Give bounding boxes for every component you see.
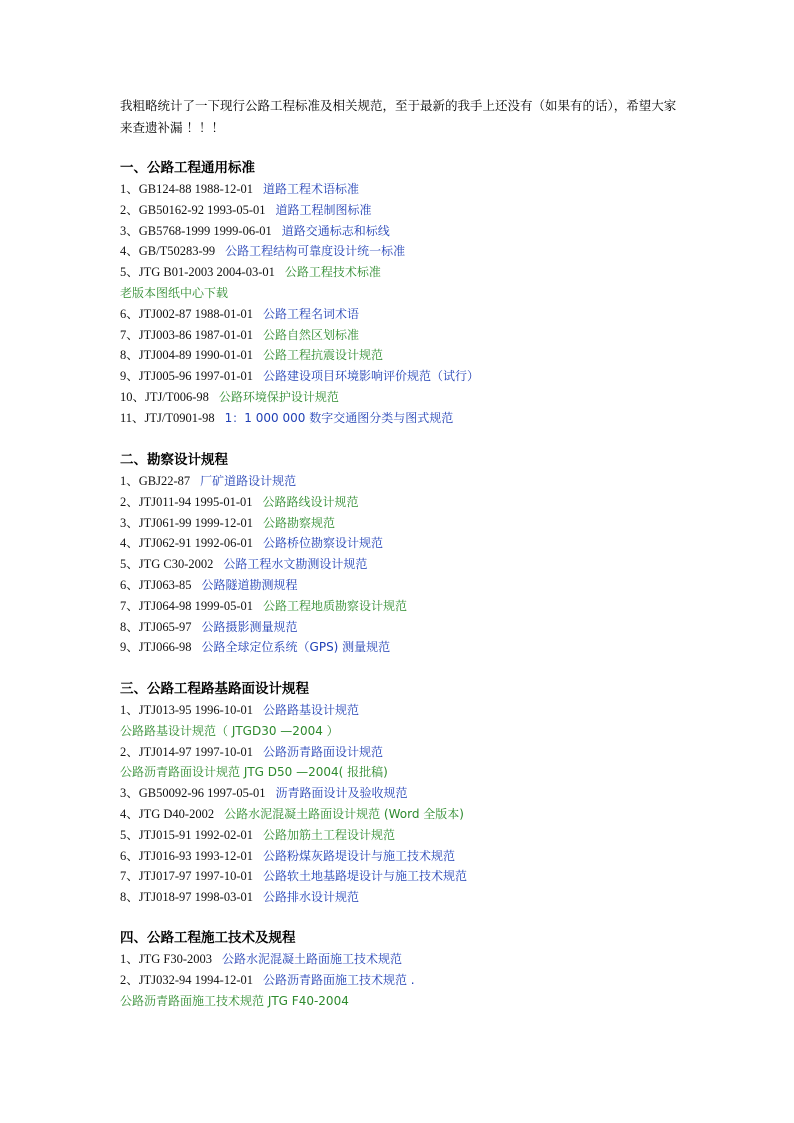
standard-code: 1、JTJ013-95 1996-10-01 bbox=[120, 703, 253, 717]
standard-code: 7、JTJ003-86 1987-01-01 bbox=[120, 327, 253, 342]
standard-title-link[interactable]: 公路工程抗震设计规范 bbox=[262, 348, 383, 363]
list-item bbox=[120, 241, 479, 262]
intro-paragraph: 我粗略统计了一下现行公路工程标准及相关规范，至于最新的我手上还没有（如果有的话），希望大家来查遗补漏 ！！！ bbox=[120, 98, 677, 135]
list-item bbox=[120, 554, 407, 575]
section-subgrade-pavement-design bbox=[120, 678, 467, 908]
standard-title-link[interactable]: 公路路基设计规范（ JTGD30 —2004 ） bbox=[120, 723, 339, 738]
list-item bbox=[120, 637, 407, 658]
list-item bbox=[120, 345, 479, 366]
standard-code: 3、GB50092-96 1997-05-01 bbox=[120, 786, 266, 801]
standard-title-link[interactable]: 公路工程水文勘测设计规范 bbox=[223, 557, 368, 572]
standard-title-link[interactable]: 公路水泥混凝土路面施工技术规范 bbox=[222, 952, 403, 966]
standard-title-link[interactable]: 道路工程制图标准 bbox=[275, 202, 372, 217]
list-item bbox=[120, 471, 407, 492]
standard-title-link[interactable]: 公路加筋土工程设计规范 bbox=[262, 827, 395, 842]
section-survey-design bbox=[120, 449, 407, 658]
standard-code: 3、GB5768-1999 1999-06-01 bbox=[120, 223, 272, 238]
standard-title-link[interactable]: 老版本图纸中心下载 bbox=[120, 285, 229, 300]
standard-code: 11、JTJ/T0901-98 bbox=[120, 410, 215, 425]
standard-title-link[interactable]: 公路工程名词术语 bbox=[262, 306, 359, 321]
standard-title-link[interactable]: 厂矿道路设计规范 bbox=[200, 474, 297, 488]
standard-code: 1、JTG F30-2003 bbox=[120, 952, 213, 966]
list-item bbox=[120, 575, 407, 596]
standard-code: 4、GB/T50283-99 bbox=[120, 244, 216, 259]
list-item bbox=[120, 970, 415, 991]
list-item bbox=[120, 783, 467, 804]
section-heading: 四、公路工程施工技术及规程 bbox=[120, 930, 296, 946]
standard-code: 1、GBJ22-87 bbox=[120, 474, 191, 488]
list-item bbox=[120, 762, 467, 783]
standard-title-link[interactable]: 公路自然区划标准 bbox=[262, 327, 359, 342]
standard-title-link[interactable]: 公路水泥混凝土路面设计规范 (Word 全版本) bbox=[224, 806, 464, 821]
list-item bbox=[120, 304, 479, 325]
list-item bbox=[120, 513, 407, 534]
standard-code: 5、JTG C30-2002 bbox=[120, 557, 214, 572]
standard-title-link[interactable]: 公路全球定位系统（GPS) 测量规范 bbox=[201, 640, 391, 655]
list-item bbox=[120, 179, 479, 200]
standard-code: 8、JTJ004-89 1990-01-01 bbox=[120, 348, 253, 363]
list-item bbox=[120, 949, 415, 970]
standard-title-link[interactable]: 公路沥青路面施工技术规范 . bbox=[262, 972, 415, 987]
list-item bbox=[120, 721, 467, 742]
standard-title-link[interactable]: 公路工程技术标准 bbox=[284, 265, 381, 280]
standard-title-link[interactable]: 公路沥青路面设计规范 bbox=[262, 744, 383, 759]
list-item bbox=[120, 866, 467, 887]
standard-code: 9、JTJ005-96 1997-01-01 bbox=[120, 369, 253, 384]
list-item bbox=[120, 887, 467, 908]
standard-title-link[interactable]: 公路工程地质勘察设计规范 bbox=[262, 598, 407, 613]
section-general-standards bbox=[120, 157, 479, 429]
list-item bbox=[120, 596, 407, 617]
standard-code: 5、JTG B01-2003 2004-03-01 bbox=[120, 265, 275, 280]
list-item bbox=[120, 387, 479, 408]
list-item bbox=[120, 262, 479, 283]
list-item bbox=[120, 200, 479, 221]
standard-title-link[interactable]: 公路排水设计规范 bbox=[262, 890, 359, 905]
standard-code: 6、JTJ063-85 bbox=[120, 577, 192, 592]
standard-title-link[interactable]: 公路沥青路面施工技术规范 JTG F40-2004 bbox=[120, 993, 349, 1008]
list-item bbox=[120, 492, 407, 513]
standard-title-link[interactable]: 沥青路面设计及验收规范 bbox=[275, 786, 408, 801]
standard-code: 6、JTJ002-87 1988-01-01 bbox=[120, 306, 253, 321]
standard-title-link[interactable]: 公路环境保护设计规范 bbox=[218, 389, 339, 404]
standard-code: 8、JTJ065-97 bbox=[120, 619, 192, 634]
standard-title-link[interactable]: 公路摄影测量规范 bbox=[201, 619, 298, 634]
standard-code: 2、JTJ014-97 1997-10-01 bbox=[120, 744, 253, 759]
standard-code: 7、JTJ017-97 1997-10-01 bbox=[120, 869, 253, 884]
standard-code: 2、JTJ011-94 1995-01-01 bbox=[120, 494, 253, 509]
section-heading: 二、勘察设计规程 bbox=[120, 452, 228, 468]
standard-title-link[interactable]: 道路工程术语标准 bbox=[262, 182, 359, 196]
list-item bbox=[120, 742, 467, 763]
standard-code: 8、JTJ018-97 1998-03-01 bbox=[120, 890, 253, 905]
standard-code: 10、JTJ/T006-98 bbox=[120, 389, 209, 404]
standard-title-link[interactable]: 公路沥青路面设计规范 JTG D50 —2004( 报批稿) bbox=[120, 765, 388, 780]
standard-title-link[interactable]: 道路交通标志和标线 bbox=[281, 223, 390, 238]
list-item bbox=[120, 221, 479, 242]
standard-title-link[interactable]: 公路路基设计规范 bbox=[262, 703, 359, 717]
standard-title-link[interactable]: 公路桥位勘察设计规范 bbox=[262, 536, 383, 551]
standard-code: 2、GB50162-92 1993-05-01 bbox=[120, 202, 266, 217]
section-heading: 三、公路工程路基路面设计规程 bbox=[120, 681, 309, 697]
standard-code: 6、JTJ016-93 1993-12-01 bbox=[120, 848, 253, 863]
list-item bbox=[120, 408, 479, 429]
list-item bbox=[120, 533, 407, 554]
list-item bbox=[120, 617, 407, 638]
standard-title-link[interactable]: 公路路线设计规范 bbox=[262, 494, 359, 509]
standard-code: 7、JTJ064-98 1999-05-01 bbox=[120, 598, 253, 613]
list-item bbox=[120, 991, 415, 1012]
section-heading: 一、公路工程通用标准 bbox=[120, 160, 255, 176]
standard-code: 4、JTG D40-2002 bbox=[120, 806, 215, 821]
list-item bbox=[120, 825, 467, 846]
standard-code: 9、JTJ066-98 bbox=[120, 640, 192, 655]
standard-title-link[interactable]: 公路建设项目环境影响评价规范（试行） bbox=[262, 369, 479, 384]
list-item bbox=[120, 325, 479, 346]
section-construction-technology bbox=[120, 927, 415, 1011]
list-item bbox=[120, 366, 479, 387]
standard-code: 5、JTJ015-91 1992-02-01 bbox=[120, 827, 253, 842]
standard-code: 1、GB124-88 1988-12-01 bbox=[120, 182, 253, 196]
standard-title-link[interactable]: 公路软土地基路堤设计与施工技术规范 bbox=[262, 869, 467, 884]
standard-code: 2、JTJ032-94 1994-12-01 bbox=[120, 972, 253, 987]
standard-title-link[interactable]: 公路隧道勘测规程 bbox=[201, 577, 298, 592]
list-item bbox=[120, 804, 467, 825]
standard-title-link[interactable]: 1：1 000 000 数字交通图分类与图式规范 bbox=[224, 410, 454, 425]
standard-code: 3、JTJ061-99 1999-12-01 bbox=[120, 515, 253, 530]
list-item bbox=[120, 846, 467, 867]
standard-title-link[interactable]: 公路工程结构可靠度设计统一标准 bbox=[225, 244, 406, 259]
standard-code: 4、JTJ062-91 1992-06-01 bbox=[120, 536, 253, 551]
list-item bbox=[120, 700, 467, 721]
standard-title-link[interactable]: 公路粉煤灰路堤设计与施工技术规范 bbox=[262, 848, 455, 863]
list-item bbox=[120, 283, 479, 304]
standard-title-link[interactable]: 公路勘察规范 bbox=[262, 515, 335, 530]
